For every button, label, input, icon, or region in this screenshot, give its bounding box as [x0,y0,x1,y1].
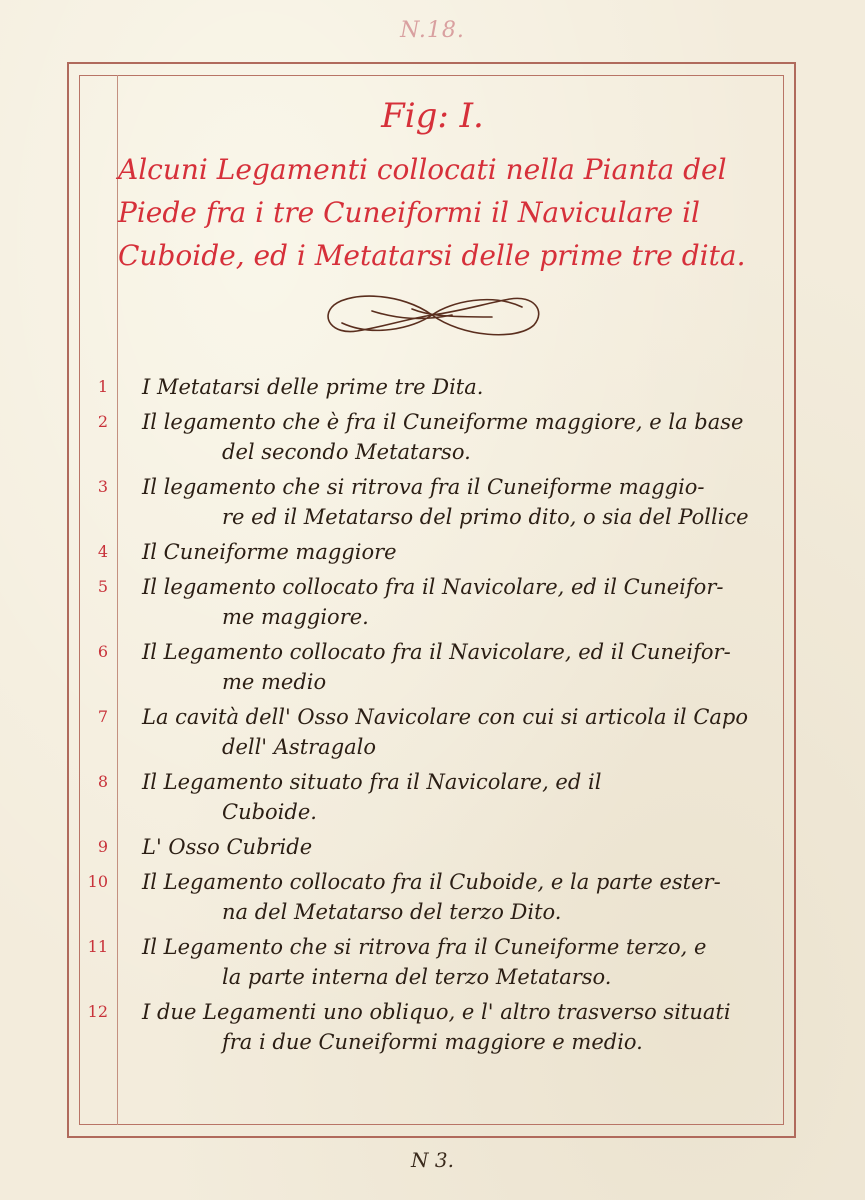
item-number: 7 [97,707,108,726]
item-text [118,698,758,763]
item-continuation: na del Metatarso del terzo Dito. [222,900,562,924]
item-text [118,533,758,568]
list-item [0,533,865,568]
item-text [118,763,758,828]
list-item [0,368,865,403]
item-number: 4 [97,542,108,561]
item-line: I due Legamenti uno obliquo, e l' altro trasverso situati [142,1000,731,1024]
item-number: 11 [87,937,108,956]
item-continuation: fra i due Cuneiformi maggiore e medio. [222,1030,643,1054]
item-line: I Metatarsi delle prime tre Dita. [142,375,484,399]
list-item [0,698,865,763]
item-line: Il legamento che si ritrova fra il Cuneiforme maggio- [142,475,705,499]
list-item [0,828,865,863]
item-line: Il legamento che è fra il Cuneiforme maggiore, e la base [142,410,744,434]
item-line: L' Osso Cubride [142,835,313,859]
flourish-icon [312,285,552,345]
item-line: Il Cuneiforme maggiore [142,540,397,564]
item-text [118,863,758,928]
item-number: 12 [87,1002,108,1021]
item-text [118,993,758,1058]
item-continuation: re ed il Metatarso del primo dito, o sia del Pollice [222,505,749,529]
list-item [0,928,865,993]
list-item [0,763,865,828]
item-continuation: dell' Astragalo [222,735,377,759]
item-number: 8 [97,772,108,791]
item-line: Il Legamento che si ritrova fra il Cuneiforme terzo, e [142,935,707,959]
item-continuation: del secondo Metatarso. [222,440,471,464]
list-item [0,403,865,468]
item-text [118,928,758,993]
list-item [0,568,865,633]
list-item [0,468,865,533]
item-text [118,633,758,698]
list-item [0,863,865,928]
list-item [0,633,865,698]
item-number: 5 [97,577,108,596]
page-number: N 3. [411,1148,454,1172]
item-text [118,403,758,468]
item-line: Il Legamento collocato fra il Navicolare, ed il Cuneifor- [142,640,731,664]
item-line: Il Legamento situato fra il Navicolare, ed il [142,770,602,794]
item-continuation: me maggiore. [222,605,369,629]
item-line: Il Legamento collocato fra il Cuboide, e la parte ester- [142,870,721,894]
list-item [0,993,865,1058]
item-number: 9 [97,837,108,856]
item-number: 2 [97,412,108,431]
item-line: La cavità dell' Osso Navicolare con cui si articola il Capo [142,705,748,729]
item-line: Il legamento collocato fra il Navicolare, ed il Cuneifor- [142,575,724,599]
item-continuation: la parte interna del terzo Metatarso. [222,965,612,989]
item-text [118,368,758,403]
legend-list [0,368,865,1058]
item-number: 6 [97,642,108,661]
item-text [118,568,758,633]
figure-subtitle: Alcuni Legamenti collocati nella Pianta del Piede fra i tre Cuneiformi il Naviculare il Cuboide, ed i Metatarsi delle prime tre dita. [118,153,746,272]
item-number: 1 [97,377,108,396]
item-text [118,468,758,533]
sheet-number: N.18. [400,18,465,43]
item-text [118,828,758,863]
item-continuation: me medio [222,670,327,694]
figure-title: Fig: I. [381,96,484,136]
item-continuation: Cuboide. [222,800,317,824]
item-number: 10 [87,872,108,891]
item-number: 3 [97,477,108,496]
